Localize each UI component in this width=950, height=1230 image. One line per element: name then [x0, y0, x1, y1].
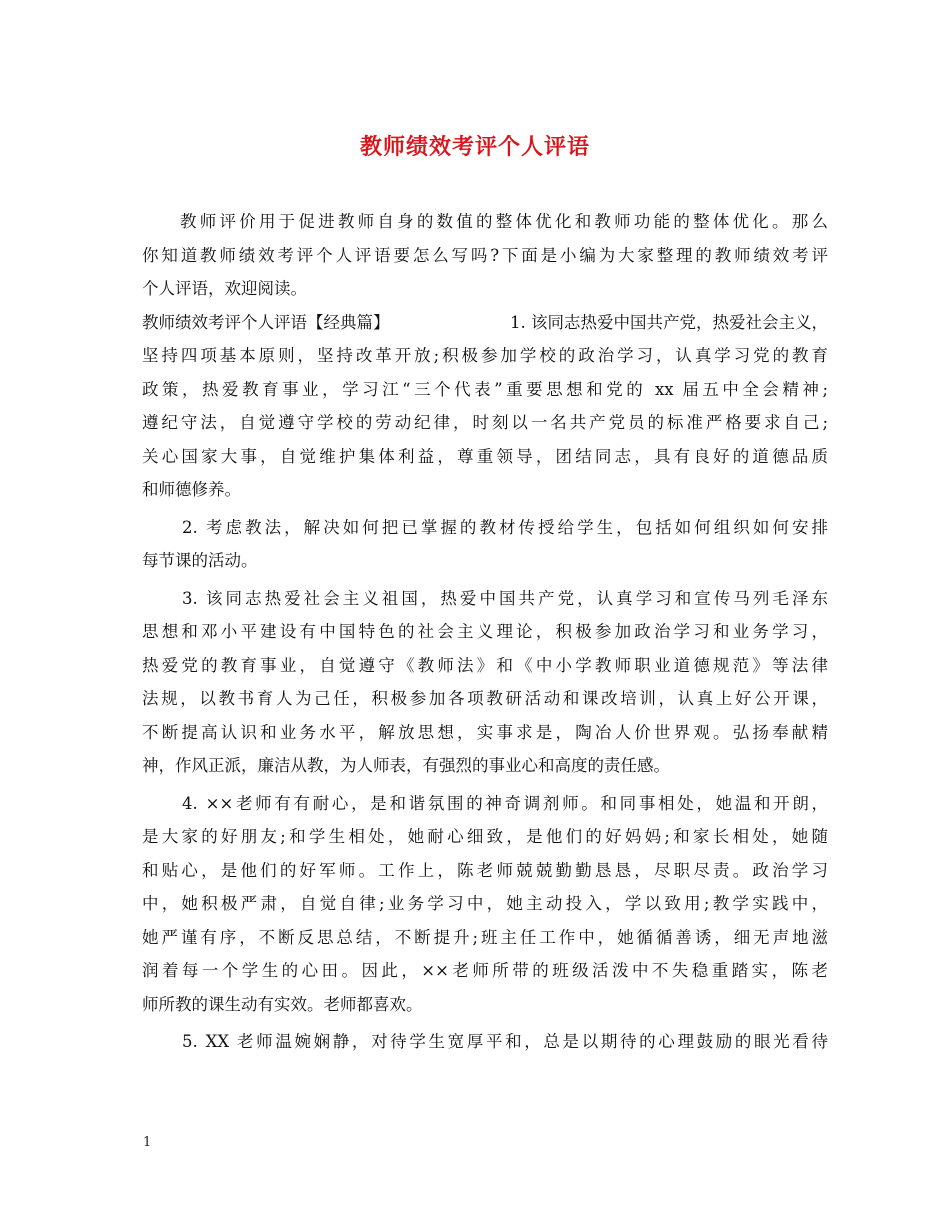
text-line: 坚持四项基本原则，坚持改革开放;积极参加学校的政治学习，认真学习党的教育: [142, 346, 828, 365]
text-line: 润着每一个学生的心田。因此，××老师所带的班级活泼中不失稳重踏实，陈老: [142, 961, 828, 980]
text-line: 神，作风正派，廉洁从教，为人师表，有强烈的事业心和高度的责任感。: [142, 756, 670, 775]
text-line: 2. 考虑教法，解决如何把已掌握的教材传授给学生，包括如何组织如何安排: [182, 517, 828, 537]
text-line: 每节课的活动。: [142, 551, 258, 570]
paragraph-4: [142, 787, 828, 1022]
text-line: 个人评语，欢迎阅读。: [142, 279, 307, 298]
section-heading: 教师绩效考评个人评语【经典篇】: [142, 312, 390, 332]
paragraph-2: [142, 511, 828, 578]
document-title: 教师绩效考评个人评语: [359, 134, 590, 160]
paragraph-3: [142, 582, 828, 783]
text-line: 遵纪守法，自觉遵守学校的劳动纪律，时刻以一名共产党员的标准严格要求自己;: [142, 413, 828, 432]
text-line: 3. 该同志热爱社会主义祖国，热爱中国共产党，认真学习和宣传马列毛泽东: [182, 588, 828, 608]
page-number: 1: [143, 1135, 152, 1150]
document-body: [142, 205, 828, 1059]
intro-paragraph: [142, 205, 828, 306]
text-segment: 1. 该同志热爱中国共产党，热爱社会主义，: [510, 312, 828, 332]
text-line: 是大家的好朋友;和学生相处，她耐心细致，是他们的好妈妈;和家长相处，她随: [142, 827, 828, 846]
text-line: 5. XX 老师温婉娴静，对待学生宽厚平和，总是以期待的心理鼓励的眼光看待: [182, 1032, 828, 1051]
text-line: 教师评价用于促进教师自身的数值的整体优化和教师功能的整体优化。那么: [180, 212, 828, 231]
text-line: 不断提高认识和业务水平，解放思想，实事求是，陶冶人价世界观。弘扬奉献精: [142, 722, 828, 742]
text-line: 师所教的课生动有实效。老师都喜欢。: [142, 994, 423, 1014]
text-line: 法规，以教书育人为己任，积极参加各项教研活动和课改培训，认真上好公开课，: [142, 689, 828, 708]
text-line: 4. ××老师有有耐心，是和谐氛围的神奇调剂师。和同事相处，她温和开朗，: [182, 793, 828, 813]
text-line: 热爱党的教育事业，自觉遵守《教师法》和《中小学教师职业道德规范》等法律: [142, 655, 828, 675]
paragraph-1: [142, 306, 828, 507]
text-line: 思想和邓小平建设有中国特色的社会主义理论，积极参加政治学习和业务学习，: [142, 622, 828, 641]
text-line: 和师德修养。: [142, 480, 241, 499]
section-heading-line: [142, 306, 828, 340]
text-line: 你知道教师绩效考评个人评语要怎么写吗?下面是小编为大家整理的教师绩效考评: [142, 245, 828, 265]
text-line: 中，她积极严肃，自觉自律;业务学习中，她主动投入，学以致用;教学实践中，: [142, 894, 828, 913]
text-line: 她严谨有序，不断反思总结，不断提升;班主任工作中，她循循善诱，细无声地滋: [142, 927, 828, 947]
text-line: 和贴心，是他们的好军师。工作上，陈老师兢兢勤勤恳恳，尽职尽责。政治学习: [142, 860, 828, 880]
text-line: 关心国家大事，自觉维护集体利益，尊重领导，团结同志，具有良好的道德品质: [142, 446, 828, 466]
paragraph-5: [142, 1025, 828, 1059]
text-line: 政策，热爱教育事业，学习江“三个代表”重要思想和党的 xx 届五中全会精神;: [142, 379, 828, 399]
